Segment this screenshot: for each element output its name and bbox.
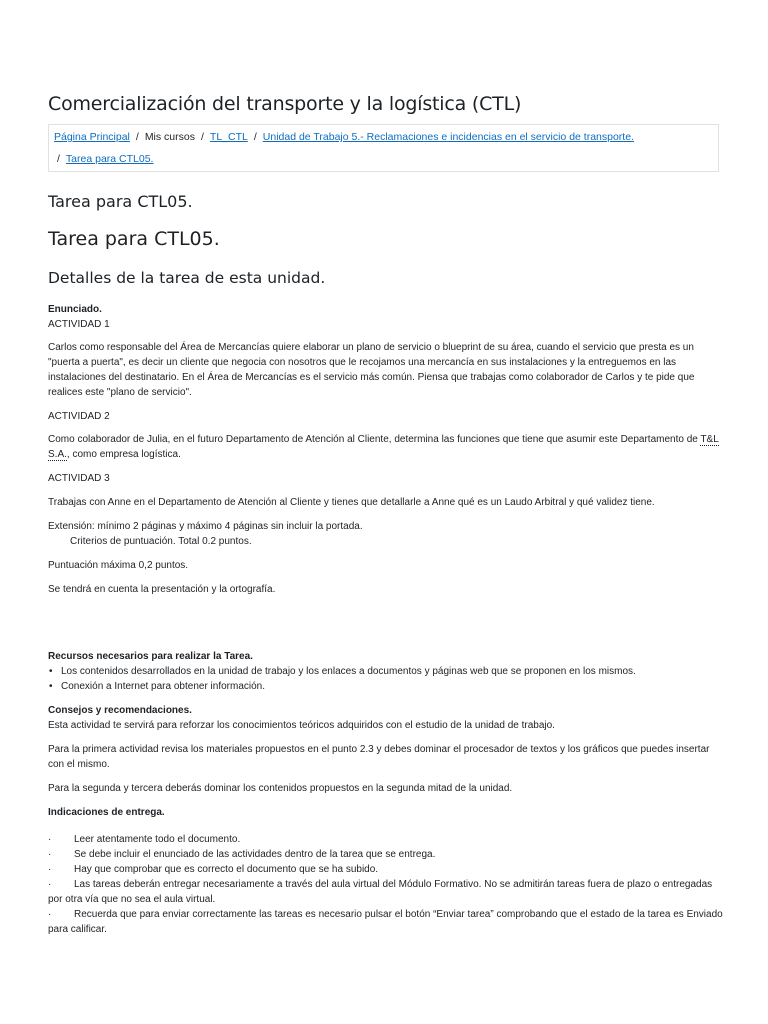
bullet: · (48, 849, 52, 860)
presentacion-note: Se tendrá en cuenta la presentación y la ortografía. (48, 584, 276, 595)
breadcrumb-link-assignment[interactable]: Tarea para CTL05. (65, 153, 154, 165)
indicaciones-title: Indicaciones de entrega. (48, 807, 165, 818)
list-item-text: Leer atentamente todo el documento. (74, 834, 241, 845)
actividad-2-text-before: Como colaborador de Julia, en el futuro Departamento de Atención al Cliente, determina las funciones que tiene que asumir este Departamento de (48, 434, 701, 445)
list-item-text: Hay que comprobar que es correcto el documento que se ha subido. (74, 864, 379, 875)
breadcrumb-item-my-courses: Mis cursos (144, 131, 195, 143)
actividad-2-label: ACTIVIDAD 2 (48, 411, 110, 422)
list-item: • Conexión a Internet para obtener información. (61, 679, 726, 694)
enunciado-label: Enunciado. (48, 304, 102, 315)
list-item (48, 907, 726, 937)
extension (48, 519, 726, 534)
course-title: Comercialización del transporte y la logística (CTL) (48, 93, 522, 115)
list-item: • Los contenidos desarrollados en la unidad de trabajo y los enlaces a documentos y páginas web que se proponen en los mismos. (61, 664, 726, 679)
bullet: · (48, 864, 52, 875)
consejos-paragraph: Esta actividad te servirá para reforzar los conocimientos teóricos adquiridos con el estudio de la unidad de trabajo. (48, 720, 555, 731)
breadcrumb (48, 124, 719, 172)
list-item (48, 862, 726, 877)
breadcrumb-link-home[interactable]: Página Principal (54, 131, 130, 143)
consejos-title: Consejos y recomendaciones. (48, 705, 192, 716)
list-item (48, 832, 726, 847)
breadcrumb-separator: / (57, 153, 60, 165)
breadcrumb-link-unit[interactable]: Unidad de Trabajo 5.- Reclamaciones e incidencias en el servicio de transporte. (262, 131, 634, 143)
list-item-text: Recuerda que para enviar correctamente las tareas es necesario pulsar el botón “Enviar tarea” comprobando que el estado de la tarea es Enviado para calificar. (48, 909, 723, 935)
bullet: · (48, 834, 52, 845)
extension-label: Extensión: (48, 521, 95, 532)
activity-title: Tarea para CTL05. (48, 228, 220, 250)
consejos-paragraph: Para la segunda y tercera deberás dominar los contenidos propuestos en la segunda mitad de la unidad. (48, 783, 513, 794)
company-abbreviation: T&L S.A. (48, 434, 719, 460)
actividad-3-text: Trabajas con Anne en el Departamento de Atención al Cliente y tienes que detallarle a Anne qué es un Laudo Arbitral y qué validez tiene. (48, 497, 655, 508)
list-item (48, 877, 726, 907)
breadcrumb-separator: / (201, 131, 204, 143)
assignment-description (48, 268, 726, 937)
actividad-1-label: ACTIVIDAD 1 (48, 319, 110, 330)
breadcrumb-link-course[interactable]: TL_CTL (209, 131, 248, 143)
actividad-1-text: Carlos como responsable del Área de Mercancías quiere elaborar un plano de servicio o blueprint de su área, cuando el servicio que presta es un "puerta a puerta", es decir un cliente que negocia con nosotros que le recojamos una mercancía en sus instalaciones y la entreguemos en las instalaciones del destinatario. En el Área de Mercancías es el servicio más común. Piensa que trabajas como colaborador de Carlos y te pide que realices este "plano de servicio". (48, 342, 695, 398)
criterios-puntuacion: Criterios de puntuación. Total 0.2 puntos. (70, 536, 252, 547)
puntuacion-maxima: Puntuación máxima 0,2 puntos. (48, 560, 189, 571)
list-item-text: Las tareas deberán entregar necesariamente a través del aula virtual del Módulo Formativo. No se admitirán tareas fuera de plazo o entregadas por otra vía que no sea el aula virtual. (48, 879, 713, 905)
extension-text: mínimo 2 páginas y máximo 4 páginas sin incluir la portada. (94, 521, 363, 532)
actividad-3-label: ACTIVIDAD 3 (48, 473, 110, 484)
page-heading: Tarea para CTL05. (48, 192, 193, 211)
section-title: Detalles de la tarea de esta unidad. (48, 269, 326, 287)
list-item (48, 847, 726, 862)
recursos-list (48, 664, 726, 694)
bullet: · (48, 879, 52, 890)
bullet: · (48, 909, 52, 920)
actividad-2-text-after: , como empresa logística. (66, 449, 181, 460)
actividad-2-text (48, 432, 726, 462)
breadcrumb-separator: / (253, 131, 257, 143)
recursos-title: Recursos necesarios para realizar la Tarea. (48, 651, 253, 662)
list-item-text: Se debe incluir el enunciado de las actividades dentro de la tarea que se entrega. (74, 849, 436, 860)
consejos-paragraph: Para la primera actividad revisa los materiales propuestos en el punto 2.3 y debes dominar el procesador de textos y los gráficos que puedes insertar con el mismo. (48, 744, 710, 770)
breadcrumb-separator: / (135, 131, 139, 143)
